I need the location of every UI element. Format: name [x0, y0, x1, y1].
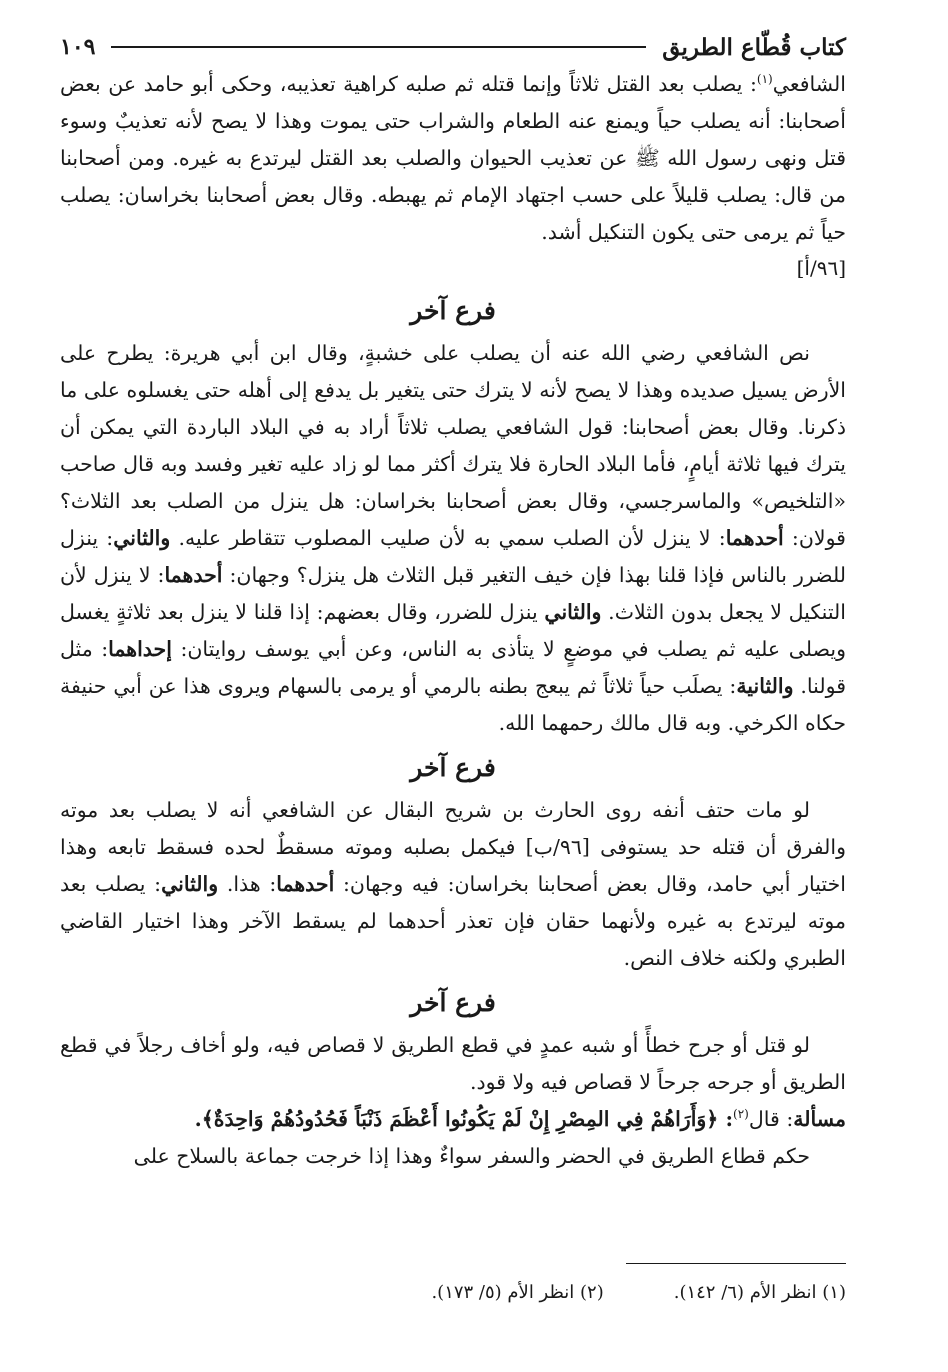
- paragraph-text: : مثل قولنا.: [60, 637, 846, 698]
- footnote-marker-2: (٢): [733, 1107, 749, 1122]
- paragraph-text: نص الشافعي رضي الله عنه أن يصلب على خشبةٍ، وقال ابن أبي هريرة: يطرح على الأرض يسيل صديده وهذا لا يصح لأنه لا يترك حتى يتغير بل يدفع إلى أهله حتى يغسلوه على ما ذكرنا. وقال بعض أصحابنا: قول الشافعي يصلب ثلاثاً أراد به في البلاد الباردة التي يمكن أن يترك فيها ثلاثة أيامٍ، فأما البلاد الحارة فلا يترك أكثر مما لو زاد عليه تغير وفسد وبه قال صاحب «التلخيص» والماسرجسي، وقال بعض أصحابنا بخراسان: هل ينزل من الصلب بعد الثلاث؟ قولان:: [60, 341, 846, 550]
- footnote-2: (٢) انظر الأم (٥/ ١٧٣).: [431, 1282, 604, 1303]
- section-paragraph: [60, 335, 846, 742]
- bold-term: أحدهما: [164, 563, 223, 587]
- paragraph-text: ينزل للضرر، وقال بعضهم: إذا قلنا لا ينزل بعد ثلاثةٍ يغسل ويصلى عليه ثم يصلب في موضعٍ لا يتأذى به الناس، وعن أبي يوسف روايتان:: [60, 600, 846, 661]
- paragraph-text: : ينزل للضرر بالناس فإذا قلنا بهذا فإن خيف التغير قبل الثلاث هل ينزل؟ وجهان:: [60, 526, 846, 587]
- bold-term: والثاني: [544, 600, 602, 624]
- page-number: ١٠٩: [60, 34, 96, 60]
- bold-term: أحدهما: [725, 526, 784, 550]
- section-paragraph: لو قتل أو جرح خطأً أو شبه عمدٍ في قطع الطريق لا قصاص فيه، ولو أخاف رجلاً في قطع الطريق أو جرحه جرحاً لا قصاص فيه ولا قود.: [60, 1033, 846, 1094]
- section-paragraph: [60, 792, 846, 977]
- paragraph-text: : يصلب بعد القتل ثلاثاً وإنما قتله ثم صلبه كراهية تعذيبه، وحكى أبو حامد عن بعض أصحابنا: أنه يصلب حياً ويمنع عنه الطعام والشراب حتى يموت وهذا لا يصح لأنه تعذيبٌ وسوء قتل ونهى رسول الله ﷺ عن تعذيب الحيوان والصلب بعد القتل ليرتدع به غيره. ومن أصحابنا من قال: يصلب قليلاً على حسب اجتهاد الإمام ثم يهبطه. وقال بعض أصحابنا بخراسان: يصلب حياً ثم يرمى حتى يكون التنكيل أشد.: [60, 72, 846, 244]
- section-heading: فرع آخر: [410, 296, 496, 325]
- paragraph-text: : يصلب بعد موته ليرتدع به غيره ولأنهما حقان فإن تعذر أحدهما لم يسقط الآخر وهذا اختيار القاضي الطبري ولكنه خلاف النص.: [60, 872, 846, 970]
- paragraph-text: : لا ينزل لأن الصلب سمي به لأن صليب المصلوب تتقاطر عليه.: [178, 526, 726, 550]
- paragraph-text: : يصلَب حياً ثلاثاً ثم يبعج بطنه بالرمي أو يرمى بالسهام ويروى هذا عن أبي حنيفة حكاه الكرخي. وبه قال مالك رحمهما الله.: [60, 674, 846, 735]
- bold-term: والثانية: [736, 674, 794, 698]
- masala-text: حكم قطاع الطريق في الحضر والسفر سواءٌ وهذا إذا خرجت جماعة بالسلاح على: [133, 1144, 810, 1168]
- footnotes: [60, 1280, 846, 1306]
- paragraph-text: لو مات حتف أنفه روى الحارث بن شريح البقال عن الشافعي أنه لا يصلب بعد موته والفرق أن قتله حد يستوفى [٩٦/ب] فيكمل بصلبه وموته مسقطٌ لحده فسقط تابعه وهذا اختيار أبي حامد، وقال بعض أصحابنا بخراسان: فيه وجهان:: [60, 798, 846, 896]
- footnote-rule: [626, 1263, 846, 1264]
- bold-term: إحداهما: [108, 637, 172, 661]
- header-rule: [111, 46, 646, 48]
- footnote-marker-1: (١): [756, 72, 773, 87]
- paragraph-text: : هذا.: [226, 872, 277, 896]
- quran-quote: : ﴿وَأَرَاهُمْ فِي المِصْرِ إِنْ لَمْ يَكُونُوا أَعْظَمَ ذَنْبَاً فَحُدُودُهُمْ وَاحِدَةٌ﴾.: [194, 1107, 734, 1131]
- bold-term: والثاني: [161, 872, 219, 896]
- running-header: [60, 28, 846, 66]
- opening-paragraph: [60, 66, 846, 251]
- manuscript-folio-ref: [٩٦/أ]: [796, 256, 846, 280]
- paragraph-text: : لا ينزل لأن التنكيل لا يجعل بدون الثلاث.: [60, 563, 846, 624]
- paragraph-text: : قال: [748, 1107, 794, 1131]
- book-title: كتاب قُطّاع الطريق: [662, 33, 846, 61]
- bold-term: أحدهما: [276, 872, 335, 896]
- masala-label: مسألة: [793, 1107, 846, 1131]
- masala-paragraph: [60, 1101, 846, 1138]
- section-heading: فرع آخر: [410, 753, 496, 782]
- bold-term: والثاني: [113, 526, 171, 550]
- paragraph-text: الشافعي: [772, 72, 846, 96]
- section-heading: فرع آخر: [410, 988, 496, 1017]
- footnote-1: (١) انظر الأم (٦/ ١٤٢).: [673, 1282, 846, 1303]
- document-page: [60, 28, 846, 1348]
